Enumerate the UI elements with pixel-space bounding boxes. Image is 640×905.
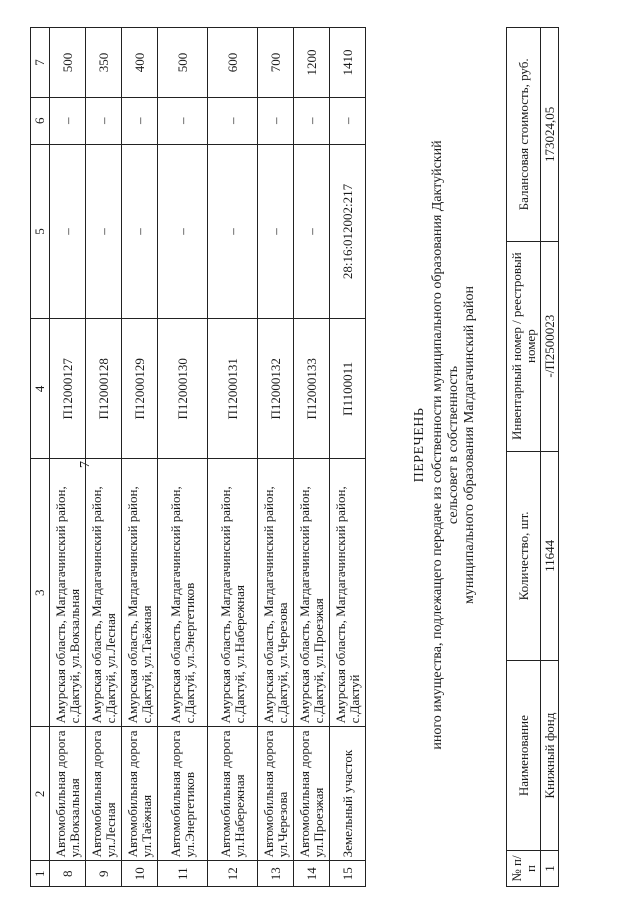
row-number: 14 [294,861,330,887]
value-cell: 500 [158,28,208,98]
value-cell: 350 [86,28,122,98]
column-6-value: – [208,97,258,144]
property-table [30,27,366,887]
item-quantity: 11644 [541,451,559,661]
object-address: Амурская область, Магдагачинский район, с.Дактуй, ул.Набережная [208,459,258,727]
list-description-line-1: иного имущества, подлежащего передаче из собственности муниципального образования Дактуйский сельсовет в собственность [430,140,461,750]
object-address: Амурская область, Магдагачинский район, с.Дактуй, ул.Лесная [86,459,122,727]
object-name: Автомобильная дорога ул.Таёжная [122,727,158,861]
column-6-value: – [86,97,122,144]
column-6-value: – [158,97,208,144]
row-number: 12 [208,861,258,887]
column-6-value: – [122,97,158,144]
inventory-number: П12000133 [294,319,330,459]
cadastral-number: – [86,144,122,319]
object-address: Амурская область, Магдагачинский район, с.Дактуй [330,459,366,727]
table-row [50,28,86,887]
table-row [258,28,294,887]
cadastral-number: – [50,144,86,319]
value-cell: 1200 [294,28,330,98]
row-number: 11 [158,861,208,887]
table-row [294,28,330,887]
header-cell: 3 [31,459,50,727]
row-number: 1 [541,851,559,887]
header-cell: Инвентарный номер / реестровый номер [507,241,541,451]
object-name: Земельный участок [330,727,366,861]
list-title-block [412,135,478,755]
object-name: Автомобильная дорога ул.Энергетиков [158,727,208,861]
table-row [122,28,158,887]
header-cell: 1 [31,861,50,887]
header-cell: Количество, шт. [507,451,541,661]
header-cell: 2 [31,727,50,861]
table-row [208,28,258,887]
value-cell: 600 [208,28,258,98]
page-number: 7 [78,461,93,468]
cadastral-number: – [258,144,294,319]
header-cell: 6 [31,97,50,144]
row-number: 9 [86,861,122,887]
table-row [330,28,366,887]
value-cell: 500 [50,28,86,98]
object-address: Амурская область, Магдагачинский район, с.Дактуй, ул.Таёжная [122,459,158,727]
inventory-number: П12000129 [122,319,158,459]
object-name: Автомобильная дорога ул.Набережная [208,727,258,861]
cadastral-number: – [208,144,258,319]
cadastral-number: – [158,144,208,319]
row-number: 13 [258,861,294,887]
column-6-value: – [50,97,86,144]
inventory-number: П12000131 [208,319,258,459]
object-address: Амурская область, Магдагачинский район, с.Дактуй, ул.Проезжая [294,459,330,727]
list-heading: ПЕРЕЧЕНЬ [412,407,427,483]
header-cell: Балансовая стоимость, руб. [507,28,541,242]
inventory-number: П12000127 [50,319,86,459]
balance-value: 173024,05 [541,28,559,242]
table-row [86,28,122,887]
inventory-number: П12000128 [86,319,122,459]
list-description-line-2: муниципального образования Магдагачинский район [462,286,477,604]
object-address: Амурская область, Магдагачинский район, с.Дактуй, ул.Вокзальная [50,459,86,727]
table-header-row [507,28,541,887]
table-row [541,28,559,887]
table-row [158,28,208,887]
object-name: Автомобильная дорога ул.Черезова [258,727,294,861]
cadastral-number: – [294,144,330,319]
value-cell: 700 [258,28,294,98]
object-address: Амурская область, Магдагачинский район, с.Дактуй, ул.Энергетиков [158,459,208,727]
value-cell: 400 [122,28,158,98]
inventory-number: -/П2500023 [541,241,559,451]
header-cell: 4 [31,319,50,459]
inventory-number: П12000132 [258,319,294,459]
object-name: Автомобильная дорога ул.Лесная [86,727,122,861]
object-name: Автомобильная дорога ул.Вокзальная [50,727,86,861]
header-cell: 5 [31,144,50,319]
column-6-value: – [330,97,366,144]
header-cell: № п/п [507,851,541,887]
inventory-number: П12000130 [158,319,208,459]
cadastral-number: 28:16:012002:217 [330,144,366,319]
row-number: 15 [330,861,366,887]
header-cell: 7 [31,28,50,98]
header-cell: Наименование [507,661,541,851]
row-number: 8 [50,861,86,887]
column-6-value: – [258,97,294,144]
object-name: Автомобильная дорога ул.Проезжая [294,727,330,861]
cadastral-number: – [122,144,158,319]
object-address: Амурская область, Магдагачинский район, с.Дактуй, ул.Черезова [258,459,294,727]
inventory-number: П1100011 [330,319,366,459]
value-cell: 1410 [330,28,366,98]
column-6-value: – [294,97,330,144]
other-property-table [506,27,559,887]
table-header-row [31,28,50,887]
row-number: 10 [122,861,158,887]
item-name: Книжный фонд [541,661,559,851]
